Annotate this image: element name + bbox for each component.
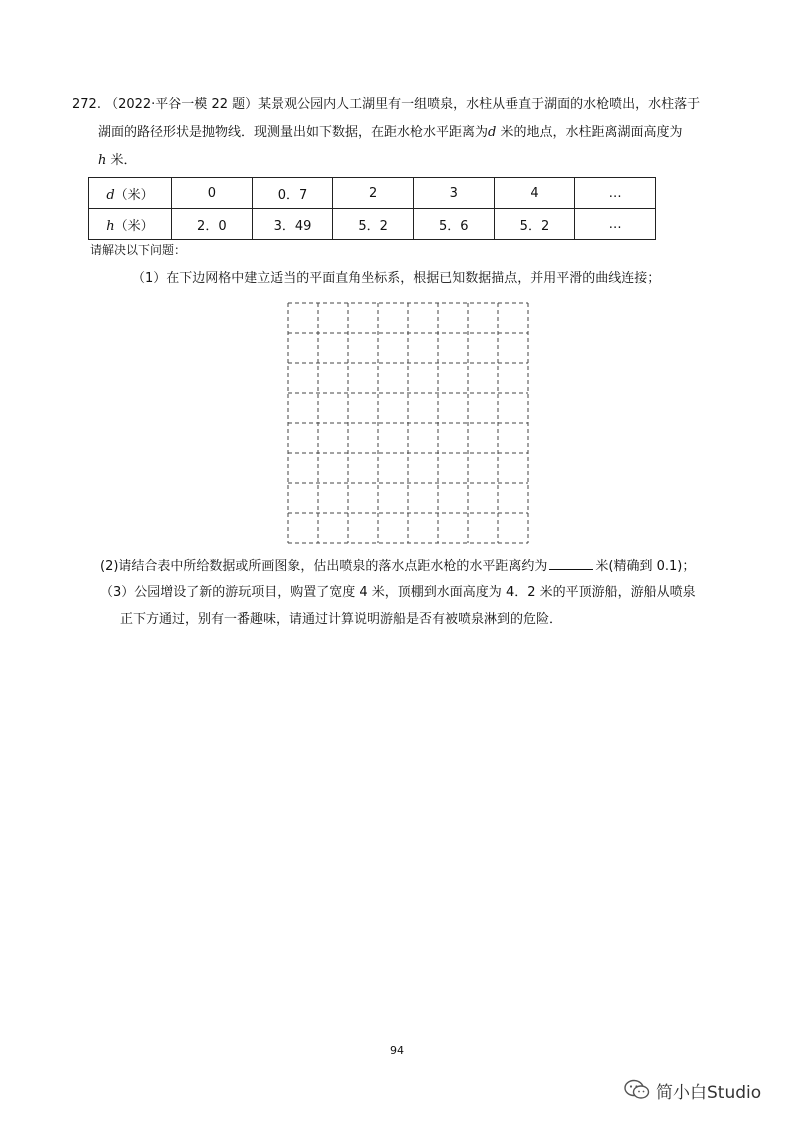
table-cell: 3．49 [252, 209, 333, 240]
problem-text-1: 某景观公园内人工湖里有一组喷泉，水柱从垂直于湖面的水枪喷出，水柱落于 [258, 97, 701, 112]
table-cell: … [575, 178, 656, 209]
variable-h: h [98, 153, 107, 168]
watermark [624, 1078, 761, 1102]
row-header-d: d（米） [89, 178, 172, 209]
question-2-tail: 米(精确到 0.1)； [595, 559, 696, 574]
row-header-h: h（米） [89, 209, 172, 240]
table-cell: 0 [172, 178, 253, 209]
table-row-d [89, 178, 656, 209]
intro-text: 请解决以下问题： [90, 243, 187, 257]
answer-blank[interactable] [549, 557, 593, 570]
table-cell: 0．7 [252, 178, 333, 209]
dashed-grid [286, 301, 530, 545]
table-cell: … [575, 209, 656, 240]
question-3-line-2: 正下方通过，别有一番趣味，请通过计算说明游船是否有被喷泉淋到的危险． [120, 612, 563, 627]
page-number: 94 [390, 1044, 404, 1057]
problem-number: 272. [72, 97, 101, 112]
problem-source: （2022·平谷一模 22 题） [105, 97, 259, 112]
table-cell: 5．2 [333, 209, 414, 240]
data-table [88, 177, 656, 240]
table-cell: 2．0 [172, 209, 253, 240]
question-3-line-1: （3）公园增设了新的游玩项目，购置了宽度 4 米，顶棚到水面高度为 4．2 米的平顶游船，游船从喷泉 [100, 585, 696, 600]
table-row-h [89, 209, 656, 240]
problem-line-3 [98, 152, 137, 170]
table-cell: 5．2 [494, 209, 575, 240]
table-cell: 4 [494, 178, 575, 209]
problem-text-2a: 湖面的路径形状是抛物线．现测量出如下数据，在距水枪水平距离为 [98, 125, 489, 140]
answer-grid [286, 301, 530, 549]
table-cell: 5．6 [413, 209, 494, 240]
table-cell: 2 [333, 178, 414, 209]
problem-line-1 [72, 96, 700, 114]
variable-d: d [488, 125, 497, 140]
question-2 [100, 557, 695, 576]
watermark-text: 简小白Studio [656, 1082, 762, 1103]
table-cell: 3 [413, 178, 494, 209]
wechat-icon [624, 1079, 650, 1101]
question-1: （1）在下边网格中建立适当的平面直角坐标系，根据已知数据描点，并用平滑的曲线连接； [132, 271, 661, 286]
problem-text-2b: 米的地点，水柱距离湖面高度为 [496, 125, 683, 140]
question-2-text: (2)请结合表中所给数据或所画图象，估出喷泉的落水点距水枪的水平距离约为 [100, 559, 548, 574]
problem-line-2 [98, 124, 682, 142]
problem-text-3: 米． [106, 153, 137, 168]
